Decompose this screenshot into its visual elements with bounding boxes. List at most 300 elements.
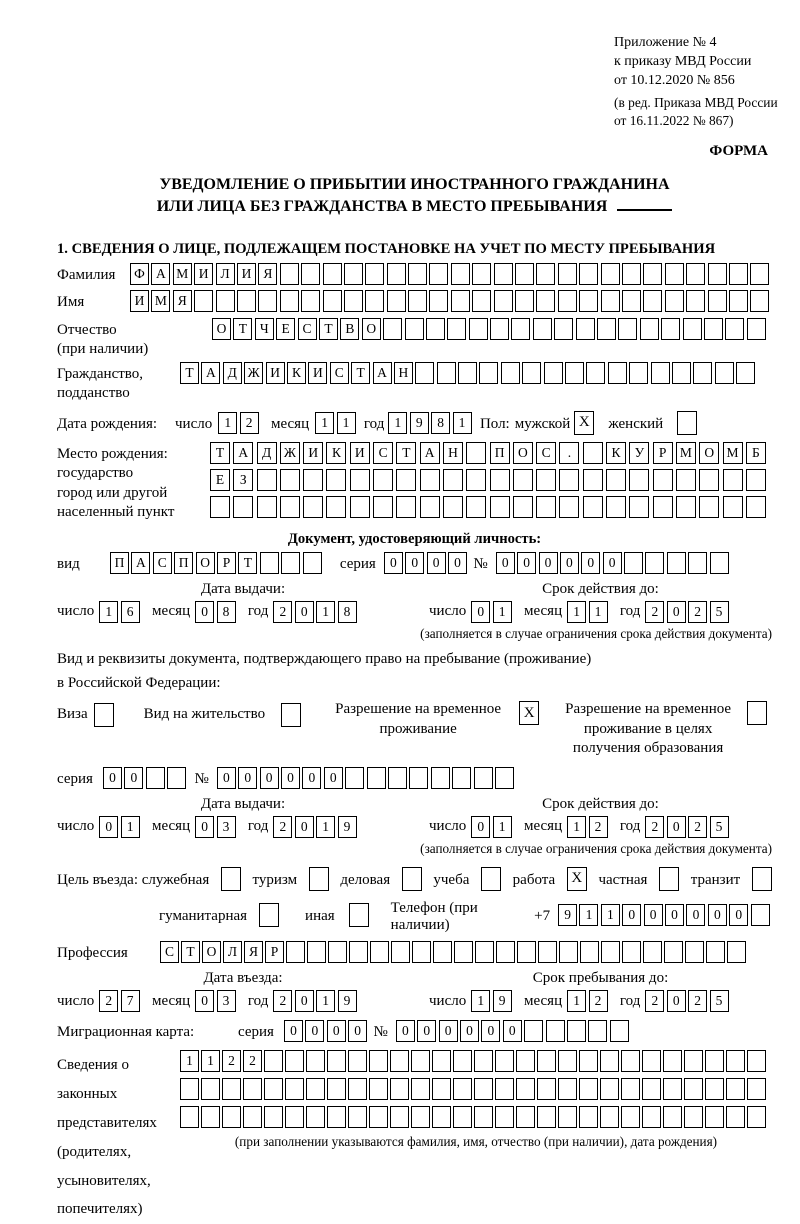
migration-series-cells[interactable] <box>284 1020 370 1042</box>
char-cell[interactable] <box>699 496 719 518</box>
char-cell[interactable]: 0 <box>503 1020 522 1042</box>
char-cell[interactable] <box>588 1020 607 1042</box>
char-cell[interactable] <box>494 263 513 285</box>
char-cell[interactable] <box>640 318 659 340</box>
char-cell[interactable]: И <box>266 362 285 384</box>
char-cell[interactable]: 0 <box>460 1020 479 1042</box>
char-cell[interactable] <box>747 1078 766 1100</box>
char-cell[interactable]: 6 <box>121 601 140 623</box>
char-cell[interactable]: П <box>110 552 129 574</box>
char-cell[interactable] <box>747 1106 766 1128</box>
char-cell[interactable] <box>750 263 769 285</box>
char-cell[interactable] <box>369 1078 388 1100</box>
char-cell[interactable]: А <box>420 442 440 464</box>
char-cell[interactable] <box>583 442 603 464</box>
char-cell[interactable] <box>474 1050 493 1072</box>
purpose-private-checkbox[interactable] <box>659 867 679 891</box>
doc-kind-cells[interactable] <box>110 552 324 574</box>
char-cell[interactable] <box>390 1106 409 1128</box>
expiry-month-cells[interactable] <box>567 601 610 623</box>
char-cell[interactable] <box>453 1078 472 1100</box>
char-cell[interactable]: 1 <box>201 1050 220 1072</box>
char-cell[interactable]: Т <box>351 362 370 384</box>
char-cell[interactable]: Л <box>223 941 242 963</box>
char-cell[interactable]: 2 <box>645 816 664 838</box>
char-cell[interactable]: О <box>212 318 231 340</box>
char-cell[interactable]: 8 <box>431 412 450 434</box>
char-cell[interactable] <box>285 1050 304 1072</box>
char-cell[interactable]: 2 <box>273 816 292 838</box>
char-cell[interactable] <box>326 496 346 518</box>
char-cell[interactable] <box>723 496 743 518</box>
char-cell[interactable]: 0 <box>729 904 748 926</box>
char-cell[interactable] <box>415 362 434 384</box>
char-cell[interactable]: 1 <box>121 816 140 838</box>
char-cell[interactable]: П <box>174 552 193 574</box>
char-cell[interactable] <box>684 1106 703 1128</box>
char-cell[interactable] <box>451 290 470 312</box>
char-cell[interactable] <box>725 318 744 340</box>
char-cell[interactable]: 0 <box>295 601 314 623</box>
char-cell[interactable]: С <box>536 442 556 464</box>
char-cell[interactable] <box>600 1050 619 1072</box>
char-cell[interactable]: Ж <box>280 442 300 464</box>
char-cell[interactable] <box>606 496 626 518</box>
char-cell[interactable] <box>516 1106 535 1128</box>
char-cell[interactable]: 0 <box>295 990 314 1012</box>
char-cell[interactable]: 0 <box>327 1020 346 1042</box>
char-cell[interactable]: 1 <box>579 904 598 926</box>
char-cell[interactable] <box>663 1078 682 1100</box>
char-cell[interactable] <box>579 1106 598 1128</box>
char-cell[interactable]: 1 <box>567 601 586 623</box>
char-cell[interactable] <box>621 1078 640 1100</box>
char-cell[interactable] <box>516 1078 535 1100</box>
char-cell[interactable] <box>306 1050 325 1072</box>
char-cell[interactable]: И <box>303 442 323 464</box>
char-cell[interactable] <box>496 941 515 963</box>
char-cell[interactable] <box>586 362 605 384</box>
char-cell[interactable]: 0 <box>260 767 279 789</box>
char-cell[interactable] <box>303 552 322 574</box>
stay-month-cells[interactable] <box>567 990 610 1012</box>
char-cell[interactable] <box>576 318 595 340</box>
char-cell[interactable] <box>412 941 431 963</box>
char-cell[interactable] <box>303 496 323 518</box>
char-cell[interactable]: 0 <box>560 552 579 574</box>
char-cell[interactable]: 0 <box>281 767 300 789</box>
char-cell[interactable] <box>533 318 552 340</box>
char-cell[interactable]: 2 <box>688 990 707 1012</box>
char-cell[interactable] <box>426 318 445 340</box>
char-cell[interactable] <box>579 290 598 312</box>
char-cell[interactable] <box>475 941 494 963</box>
char-cell[interactable]: 1 <box>589 601 608 623</box>
char-cell[interactable] <box>307 941 326 963</box>
purpose-tourism-checkbox[interactable] <box>309 867 329 891</box>
issue-day-cells[interactable] <box>99 601 142 623</box>
char-cell[interactable] <box>344 290 363 312</box>
char-cell[interactable]: 1 <box>99 601 118 623</box>
char-cell[interactable]: 0 <box>195 601 214 623</box>
char-cell[interactable] <box>554 318 573 340</box>
char-cell[interactable]: 0 <box>417 1020 436 1042</box>
char-cell[interactable] <box>515 290 534 312</box>
birth-month-cells[interactable] <box>315 412 358 434</box>
purpose-transit-checkbox[interactable] <box>752 867 772 891</box>
char-cell[interactable] <box>216 290 235 312</box>
char-cell[interactable] <box>600 1106 619 1128</box>
char-cell[interactable]: О <box>202 941 221 963</box>
char-cell[interactable]: 0 <box>439 1020 458 1042</box>
migration-number-cells[interactable] <box>396 1020 631 1042</box>
char-cell[interactable]: 2 <box>645 990 664 1012</box>
char-cell[interactable] <box>257 469 277 491</box>
char-cell[interactable] <box>257 496 277 518</box>
char-cell[interactable] <box>391 941 410 963</box>
residence-series-cells[interactable] <box>103 767 189 789</box>
char-cell[interactable]: З <box>233 469 253 491</box>
char-cell[interactable]: 2 <box>273 990 292 1012</box>
char-cell[interactable] <box>597 318 616 340</box>
char-cell[interactable] <box>495 1106 514 1128</box>
char-cell[interactable]: М <box>723 442 743 464</box>
char-cell[interactable] <box>495 1078 514 1100</box>
char-cell[interactable]: 2 <box>243 1050 262 1072</box>
char-cell[interactable] <box>624 552 643 574</box>
char-cell[interactable] <box>693 362 712 384</box>
char-cell[interactable] <box>327 1078 346 1100</box>
char-cell[interactable]: 0 <box>622 904 641 926</box>
char-cell[interactable]: Я <box>173 290 192 312</box>
char-cell[interactable] <box>432 1050 451 1072</box>
char-cell[interactable] <box>327 1106 346 1128</box>
char-cell[interactable]: 0 <box>667 601 686 623</box>
char-cell[interactable] <box>260 552 279 574</box>
sex-female-checkbox[interactable] <box>677 411 697 435</box>
char-cell[interactable] <box>490 469 510 491</box>
doc-series-cells[interactable] <box>384 552 470 574</box>
char-cell[interactable]: Д <box>223 362 242 384</box>
char-cell[interactable] <box>558 290 577 312</box>
char-cell[interactable] <box>408 290 427 312</box>
char-cell[interactable]: 0 <box>581 552 600 574</box>
birth-day-cells[interactable] <box>218 412 261 434</box>
char-cell[interactable] <box>383 318 402 340</box>
char-cell[interactable]: Ф <box>130 263 149 285</box>
char-cell[interactable] <box>447 318 466 340</box>
char-cell[interactable] <box>683 318 702 340</box>
char-cell[interactable]: Т <box>233 318 252 340</box>
char-cell[interactable] <box>726 1050 745 1072</box>
char-cell[interactable]: 1 <box>493 816 512 838</box>
char-cell[interactable] <box>306 1106 325 1128</box>
char-cell[interactable]: 0 <box>517 552 536 574</box>
char-cell[interactable]: 1 <box>601 904 620 926</box>
char-cell[interactable] <box>443 496 463 518</box>
char-cell[interactable] <box>536 469 556 491</box>
char-cell[interactable] <box>544 362 563 384</box>
char-cell[interactable]: 3 <box>217 816 236 838</box>
char-cell[interactable] <box>411 1050 430 1072</box>
char-cell[interactable] <box>642 1050 661 1072</box>
char-cell[interactable]: 0 <box>644 904 663 926</box>
char-cell[interactable] <box>367 767 386 789</box>
temp-residence-edu-checkbox[interactable] <box>747 701 767 725</box>
char-cell[interactable] <box>601 941 620 963</box>
char-cell[interactable] <box>301 290 320 312</box>
issue-year-cells[interactable] <box>273 601 359 623</box>
char-cell[interactable]: 0 <box>427 552 446 574</box>
char-cell[interactable] <box>350 469 370 491</box>
char-cell[interactable] <box>345 767 364 789</box>
char-cell[interactable] <box>201 1078 220 1100</box>
char-cell[interactable] <box>663 1106 682 1128</box>
char-cell[interactable] <box>458 362 477 384</box>
char-cell[interactable] <box>194 290 213 312</box>
char-cell[interactable]: 0 <box>99 816 118 838</box>
char-cell[interactable] <box>601 290 620 312</box>
char-cell[interactable] <box>546 1020 565 1042</box>
char-cell[interactable] <box>429 290 448 312</box>
char-cell[interactable] <box>411 1106 430 1128</box>
char-cell[interactable]: О <box>362 318 381 340</box>
char-cell[interactable] <box>664 941 683 963</box>
char-cell[interactable]: 0 <box>103 767 122 789</box>
birthplace-cells-3[interactable] <box>210 496 769 518</box>
char-cell[interactable]: 0 <box>686 904 705 926</box>
char-cell[interactable] <box>686 263 705 285</box>
entry-month-cells[interactable] <box>195 990 238 1012</box>
purpose-other-checkbox[interactable] <box>349 903 369 927</box>
char-cell[interactable] <box>180 1078 199 1100</box>
char-cell[interactable] <box>180 1106 199 1128</box>
char-cell[interactable] <box>537 1050 556 1072</box>
char-cell[interactable] <box>727 941 746 963</box>
char-cell[interactable] <box>146 767 165 789</box>
char-cell[interactable] <box>201 1106 220 1128</box>
char-cell[interactable] <box>264 1050 283 1072</box>
char-cell[interactable] <box>490 496 510 518</box>
char-cell[interactable]: В <box>340 318 359 340</box>
char-cell[interactable] <box>222 1106 241 1128</box>
char-cell[interactable]: Т <box>210 442 230 464</box>
res-expiry-month-cells[interactable] <box>567 816 610 838</box>
char-cell[interactable]: 0 <box>481 1020 500 1042</box>
patronymic-cells[interactable] <box>212 318 768 340</box>
char-cell[interactable]: 0 <box>217 767 236 789</box>
char-cell[interactable] <box>705 1050 724 1072</box>
char-cell[interactable]: 8 <box>217 601 236 623</box>
char-cell[interactable]: П <box>490 442 510 464</box>
char-cell[interactable]: 1 <box>337 412 356 434</box>
char-cell[interactable]: 0 <box>396 1020 415 1042</box>
char-cell[interactable] <box>280 469 300 491</box>
char-cell[interactable] <box>629 362 648 384</box>
birth-year-cells[interactable] <box>388 412 474 434</box>
char-cell[interactable] <box>479 362 498 384</box>
char-cell[interactable]: 1 <box>316 601 335 623</box>
char-cell[interactable] <box>443 469 463 491</box>
char-cell[interactable] <box>466 442 486 464</box>
char-cell[interactable] <box>365 263 384 285</box>
char-cell[interactable]: 0 <box>124 767 143 789</box>
char-cell[interactable] <box>653 496 673 518</box>
char-cell[interactable] <box>522 362 541 384</box>
res-expiry-day-cells[interactable] <box>471 816 514 838</box>
char-cell[interactable]: 0 <box>384 552 403 574</box>
stay-year-cells[interactable] <box>645 990 731 1012</box>
char-cell[interactable] <box>243 1078 262 1100</box>
char-cell[interactable] <box>285 1078 304 1100</box>
char-cell[interactable]: 0 <box>667 990 686 1012</box>
char-cell[interactable] <box>396 469 416 491</box>
char-cell[interactable] <box>373 469 393 491</box>
char-cell[interactable]: С <box>373 442 393 464</box>
char-cell[interactable] <box>388 767 407 789</box>
visa-checkbox[interactable] <box>94 703 114 727</box>
representatives-cells-1[interactable] <box>180 1050 772 1072</box>
char-cell[interactable] <box>432 1078 451 1100</box>
char-cell[interactable]: 9 <box>558 904 577 926</box>
char-cell[interactable] <box>348 1106 367 1128</box>
char-cell[interactable] <box>328 941 347 963</box>
char-cell[interactable]: К <box>326 442 346 464</box>
char-cell[interactable]: Т <box>180 362 199 384</box>
char-cell[interactable]: 0 <box>471 601 490 623</box>
char-cell[interactable] <box>513 496 533 518</box>
char-cell[interactable] <box>558 1106 577 1128</box>
entry-year-cells[interactable] <box>273 990 359 1012</box>
profession-cells[interactable] <box>160 941 748 963</box>
surname-cells[interactable] <box>130 263 772 285</box>
birthplace-cells-1[interactable] <box>210 442 769 464</box>
char-cell[interactable] <box>370 941 389 963</box>
char-cell[interactable] <box>736 362 755 384</box>
char-cell[interactable]: А <box>233 442 253 464</box>
char-cell[interactable] <box>606 469 626 491</box>
char-cell[interactable]: У <box>629 442 649 464</box>
char-cell[interactable] <box>579 1078 598 1100</box>
char-cell[interactable] <box>474 767 493 789</box>
char-cell[interactable] <box>348 1078 367 1100</box>
entry-day-cells[interactable] <box>99 990 142 1012</box>
char-cell[interactable] <box>746 496 766 518</box>
char-cell[interactable] <box>559 496 579 518</box>
char-cell[interactable]: О <box>196 552 215 574</box>
char-cell[interactable]: 0 <box>471 816 490 838</box>
char-cell[interactable] <box>280 496 300 518</box>
purpose-business-checkbox[interactable] <box>221 867 241 891</box>
char-cell[interactable] <box>264 1078 283 1100</box>
char-cell[interactable]: 1 <box>471 990 490 1012</box>
char-cell[interactable]: 7 <box>121 990 140 1012</box>
char-cell[interactable]: 0 <box>195 990 214 1012</box>
char-cell[interactable]: 1 <box>388 412 407 434</box>
char-cell[interactable] <box>536 496 556 518</box>
char-cell[interactable] <box>466 469 486 491</box>
char-cell[interactable]: С <box>298 318 317 340</box>
res-issue-month-cells[interactable] <box>195 816 238 838</box>
char-cell[interactable]: 5 <box>710 816 729 838</box>
char-cell[interactable]: К <box>606 442 626 464</box>
char-cell[interactable]: 9 <box>493 990 512 1012</box>
char-cell[interactable]: 0 <box>348 1020 367 1042</box>
char-cell[interactable] <box>629 469 649 491</box>
char-cell[interactable]: 1 <box>180 1050 199 1072</box>
char-cell[interactable] <box>726 1106 745 1128</box>
char-cell[interactable]: 9 <box>338 990 357 1012</box>
char-cell[interactable]: Р <box>653 442 673 464</box>
char-cell[interactable]: С <box>153 552 172 574</box>
char-cell[interactable] <box>517 941 536 963</box>
char-cell[interactable]: Т <box>181 941 200 963</box>
char-cell[interactable]: 2 <box>589 990 608 1012</box>
char-cell[interactable]: Я <box>244 941 263 963</box>
char-cell[interactable]: 9 <box>410 412 429 434</box>
char-cell[interactable]: М <box>676 442 696 464</box>
char-cell[interactable] <box>516 1050 535 1072</box>
char-cell[interactable] <box>729 290 748 312</box>
char-cell[interactable]: 8 <box>338 601 357 623</box>
char-cell[interactable]: Я <box>258 263 277 285</box>
char-cell[interactable] <box>729 263 748 285</box>
char-cell[interactable]: 0 <box>448 552 467 574</box>
char-cell[interactable] <box>433 941 452 963</box>
char-cell[interactable]: А <box>131 552 150 574</box>
char-cell[interactable] <box>699 469 719 491</box>
char-cell[interactable] <box>286 941 305 963</box>
char-cell[interactable] <box>420 496 440 518</box>
char-cell[interactable] <box>672 362 691 384</box>
char-cell[interactable]: А <box>373 362 392 384</box>
char-cell[interactable] <box>601 263 620 285</box>
char-cell[interactable]: 3 <box>217 990 236 1012</box>
char-cell[interactable]: 2 <box>273 601 292 623</box>
char-cell[interactable]: О <box>699 442 719 464</box>
char-cell[interactable] <box>350 496 370 518</box>
char-cell[interactable] <box>558 263 577 285</box>
char-cell[interactable] <box>387 263 406 285</box>
char-cell[interactable]: Н <box>394 362 413 384</box>
res-issue-year-cells[interactable] <box>273 816 359 838</box>
char-cell[interactable] <box>396 496 416 518</box>
char-cell[interactable] <box>511 318 530 340</box>
char-cell[interactable] <box>746 469 766 491</box>
char-cell[interactable] <box>348 1050 367 1072</box>
char-cell[interactable] <box>622 290 641 312</box>
char-cell[interactable]: О <box>513 442 533 464</box>
char-cell[interactable] <box>349 941 368 963</box>
char-cell[interactable] <box>676 496 696 518</box>
char-cell[interactable] <box>685 941 704 963</box>
char-cell[interactable]: Ч <box>255 318 274 340</box>
char-cell[interactable] <box>474 1106 493 1128</box>
res-issue-day-cells[interactable] <box>99 816 142 838</box>
char-cell[interactable]: И <box>130 290 149 312</box>
char-cell[interactable] <box>642 1078 661 1100</box>
char-cell[interactable] <box>600 1078 619 1100</box>
char-cell[interactable] <box>629 496 649 518</box>
char-cell[interactable] <box>405 318 424 340</box>
stay-day-cells[interactable] <box>471 990 514 1012</box>
char-cell[interactable] <box>645 552 664 574</box>
char-cell[interactable] <box>583 469 603 491</box>
expiry-year-cells[interactable] <box>645 601 731 623</box>
char-cell[interactable]: 5 <box>710 601 729 623</box>
char-cell[interactable] <box>565 362 584 384</box>
char-cell[interactable] <box>326 469 346 491</box>
